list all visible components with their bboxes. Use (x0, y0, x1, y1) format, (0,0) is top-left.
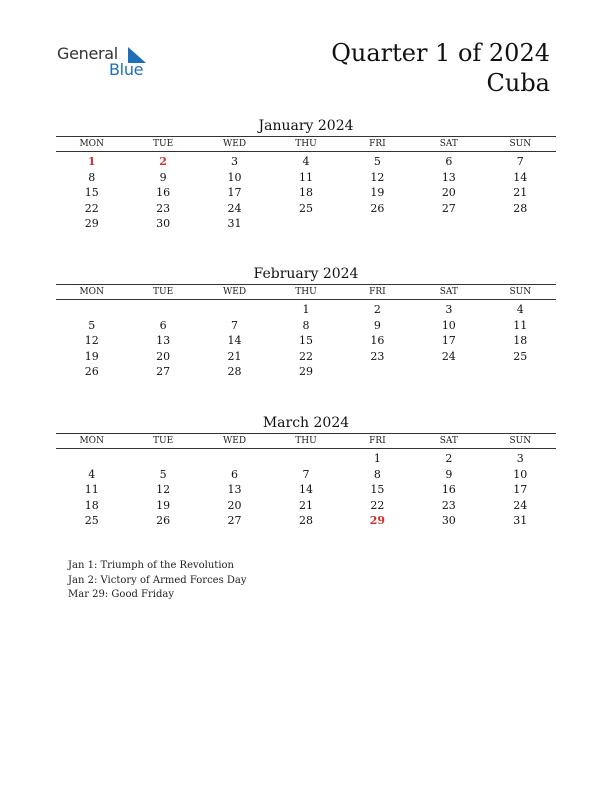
day-cell: 2 (445, 452, 453, 465)
week-row (56, 364, 556, 380)
calendar-grid (56, 433, 556, 529)
day-cell: 22 (84, 201, 99, 215)
day-cell: 28 (513, 201, 528, 215)
day-cell: 23 (370, 349, 385, 363)
holiday-note: Jan 2: Victory of Armed Forces Day (68, 574, 247, 586)
week-row (56, 482, 556, 498)
weekday-header: FRI (342, 285, 413, 300)
day-cell: 12 (84, 334, 99, 348)
day-cell: 13 (156, 334, 171, 348)
empty-cell (56, 449, 127, 467)
day-cell: 11 (513, 318, 528, 332)
day-cell: 20 (441, 186, 456, 200)
day-cell: 19 (84, 349, 99, 363)
week-row (56, 201, 556, 217)
day-cell: 7 (516, 155, 524, 168)
day-cell: 23 (156, 201, 171, 215)
week-row (56, 185, 556, 201)
day-cell: 29 (298, 365, 313, 379)
empty-cell (199, 300, 270, 318)
holiday-notes (68, 559, 247, 603)
day-cell: 3 (445, 303, 453, 316)
empty-cell (270, 216, 341, 232)
day-cell: 1 (302, 303, 310, 316)
day-cell: 1 (87, 155, 96, 168)
day-cell: 27 (156, 365, 171, 379)
weekday-header: THU (270, 285, 341, 300)
month-title: March 2024 (262, 415, 350, 431)
week-row (56, 498, 556, 514)
month-march (56, 413, 556, 529)
day-cell: 28 (227, 365, 242, 379)
day-cell: 11 (298, 170, 313, 184)
month-title: February 2024 (253, 266, 359, 282)
day-cell: 9 (445, 467, 453, 481)
day-cell: 8 (88, 170, 96, 184)
day-cell: 8 (302, 318, 310, 332)
day-cell: 21 (513, 186, 528, 200)
day-cell: 5 (373, 155, 381, 168)
day-cell: 15 (370, 483, 385, 497)
day-cell: 12 (156, 483, 171, 497)
empty-cell (56, 300, 127, 318)
day-cell: 6 (445, 155, 453, 168)
weekday-header: MON (56, 434, 127, 449)
day-cell: 6 (231, 467, 239, 481)
empty-cell (270, 449, 341, 467)
day-cell: 25 (298, 201, 313, 215)
day-cell: 17 (513, 483, 528, 497)
month-title: January 2024 (258, 118, 354, 134)
weekday-header: TUE (127, 434, 198, 449)
day-cell: 14 (227, 334, 242, 348)
weekday-header: WED (199, 285, 270, 300)
day-cell: 21 (227, 349, 242, 363)
empty-cell (485, 364, 556, 380)
week-row (56, 152, 556, 170)
day-cell: 31 (513, 514, 528, 528)
day-cell: 14 (298, 483, 313, 497)
day-cell: 14 (513, 170, 528, 184)
day-cell: 16 (156, 186, 171, 200)
empty-cell (413, 216, 484, 232)
day-cell: 29 (84, 217, 99, 231)
empty-cell (342, 216, 413, 232)
weekday-header: SAT (413, 137, 484, 152)
month-january (56, 116, 556, 232)
day-cell: 25 (513, 349, 528, 363)
page-title (331, 38, 550, 98)
logo-general-text: General (57, 44, 118, 63)
day-cell: 20 (227, 498, 242, 512)
title-country: Cuba (486, 69, 550, 97)
day-cell: 22 (298, 349, 313, 363)
week-row (56, 216, 556, 232)
day-cell: 18 (84, 498, 99, 512)
weekday-header: SUN (485, 137, 556, 152)
weekday-header: WED (199, 137, 270, 152)
day-cell: 22 (370, 498, 385, 512)
day-cell: 6 (159, 318, 167, 332)
calendar-grid (56, 136, 556, 232)
day-cell: 5 (88, 318, 96, 332)
day-cell: 4 (302, 155, 310, 168)
calendar-grid (56, 284, 556, 380)
day-cell: 24 (441, 349, 456, 363)
day-cell: 8 (373, 467, 381, 481)
day-cell: 13 (227, 483, 242, 497)
day-cell: 3 (231, 155, 239, 168)
weekday-header: TUE (127, 285, 198, 300)
title-quarter: Quarter 1 of 2024 (331, 39, 550, 67)
day-cell: 19 (370, 186, 385, 200)
week-row (56, 467, 556, 483)
day-cell: 5 (159, 467, 167, 481)
day-cell: 27 (227, 514, 242, 528)
weekday-header: THU (270, 434, 341, 449)
day-cell: 10 (513, 467, 528, 481)
day-cell: 4 (516, 303, 524, 316)
holiday-note: Jan 1: Triumph of the Revolution (68, 560, 234, 571)
week-row (56, 333, 556, 349)
day-cell: 11 (84, 483, 99, 497)
weekday-header: SUN (485, 434, 556, 449)
day-cell: 28 (298, 514, 313, 528)
day-cell: 24 (227, 201, 242, 215)
week-row (56, 300, 556, 318)
weekday-header: TUE (127, 137, 198, 152)
day-cell: 13 (441, 170, 456, 184)
weekday-header: THU (270, 137, 341, 152)
day-cell: 12 (370, 170, 385, 184)
day-cell: 7 (302, 467, 310, 481)
day-cell: 10 (227, 170, 242, 184)
weekday-header: MON (56, 137, 127, 152)
day-cell: 19 (156, 498, 171, 512)
day-cell: 10 (441, 318, 456, 332)
day-cell: 20 (156, 349, 171, 363)
day-cell: 25 (84, 514, 99, 528)
day-cell: 9 (159, 170, 167, 184)
weekday-header: WED (199, 434, 270, 449)
day-cell: 2 (373, 303, 381, 316)
empty-cell (127, 300, 198, 318)
day-cell: 24 (513, 498, 528, 512)
day-cell: 26 (370, 201, 385, 215)
day-cell: 30 (156, 217, 171, 231)
day-cell: 17 (227, 186, 242, 200)
day-cell: 23 (441, 498, 456, 512)
week-row (56, 449, 556, 467)
day-cell: 2 (159, 155, 167, 168)
day-cell: 26 (156, 514, 171, 528)
day-cell: 21 (298, 498, 313, 512)
weekday-header: SUN (485, 285, 556, 300)
day-cell: 29 (369, 514, 386, 528)
weekday-header: FRI (342, 137, 413, 152)
day-cell: 31 (227, 217, 242, 231)
day-cell: 30 (441, 514, 456, 528)
generalblue-logo (57, 44, 157, 82)
empty-cell (342, 364, 413, 380)
holiday-note: Mar 29: Good Friday (68, 589, 174, 600)
empty-cell (485, 216, 556, 232)
empty-cell (199, 449, 270, 467)
day-cell: 16 (441, 483, 456, 497)
weekday-header: SAT (413, 285, 484, 300)
weekday-header: FRI (342, 434, 413, 449)
day-cell: 7 (231, 318, 239, 332)
week-row (56, 349, 556, 365)
month-february (56, 264, 556, 380)
weekday-header: MON (56, 285, 127, 300)
day-cell: 17 (441, 334, 456, 348)
week-row (56, 318, 556, 334)
day-cell: 26 (84, 365, 99, 379)
day-cell: 15 (298, 334, 313, 348)
day-cell: 4 (88, 467, 96, 481)
day-cell: 18 (513, 334, 528, 348)
logo-blue-text: Blue (109, 60, 144, 79)
empty-cell (413, 364, 484, 380)
day-cell: 16 (370, 334, 385, 348)
day-cell: 9 (373, 318, 381, 332)
day-cell: 3 (516, 452, 524, 465)
day-cell: 27 (441, 201, 456, 215)
week-row (56, 170, 556, 186)
week-row (56, 513, 556, 529)
weekday-header: SAT (413, 434, 484, 449)
day-cell: 15 (84, 186, 99, 200)
empty-cell (127, 449, 198, 467)
day-cell: 1 (373, 452, 381, 465)
day-cell: 18 (298, 186, 313, 200)
